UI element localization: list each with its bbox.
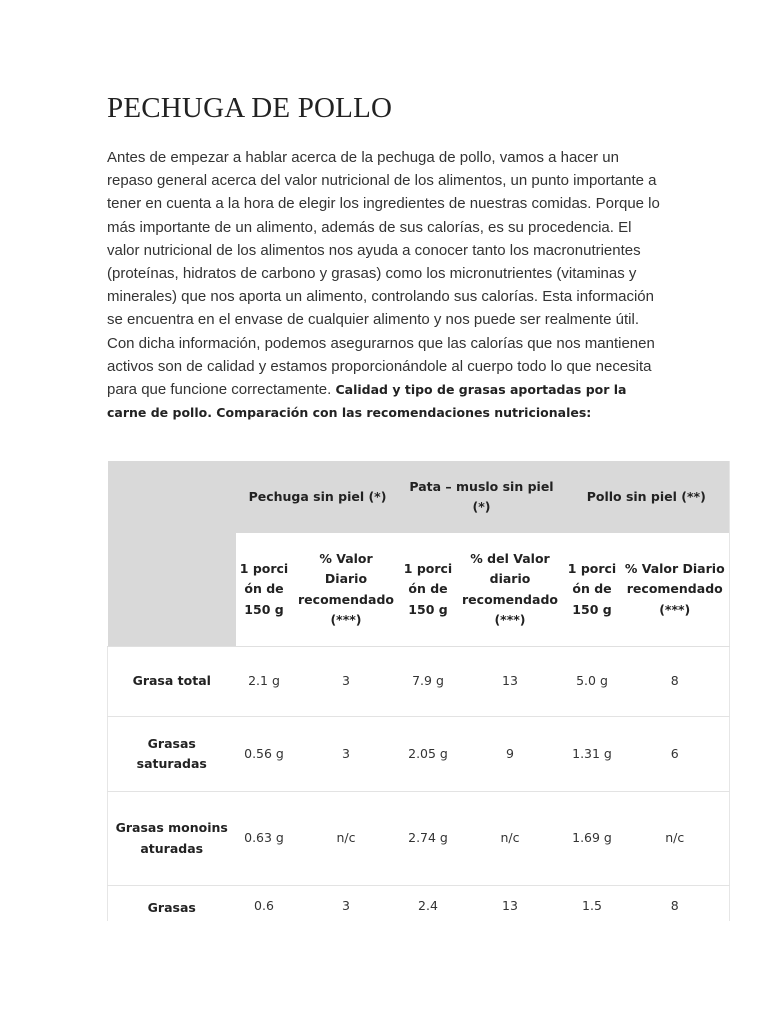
table-cell: 13 — [457, 647, 564, 717]
table-cell: 2.05 g — [400, 717, 457, 792]
table-cell: 0.63 g — [236, 792, 293, 886]
table-caption: Calidad y tipo de grasas aportadas por la carne de pollo. Comparación con las recomendaciones nutricionales: — [107, 382, 627, 421]
table-group-header-row — [108, 461, 730, 533]
table-cell: 8 — [621, 647, 730, 717]
table-cell: 9 — [457, 717, 564, 792]
table-cell: 13 — [502, 898, 518, 913]
table-cell: 6 — [621, 717, 730, 792]
subheader-daily-value: % del Valor diario recomendado (***) — [457, 533, 564, 647]
nutrition-table — [107, 461, 730, 921]
table-cell: n/c — [293, 792, 400, 886]
table-cell: 5.0 g — [564, 647, 621, 717]
table-cell: n/c — [457, 792, 564, 886]
table-subheader-row — [108, 533, 730, 647]
table-row — [108, 886, 730, 922]
table-cell: 1.31 g — [564, 717, 621, 792]
table-row — [108, 792, 730, 886]
table-cell: 2.1 g — [236, 647, 293, 717]
row-label: Grasas monoinsaturadas — [108, 792, 236, 886]
table-cell: 8 — [621, 886, 730, 922]
row-label: Grasa total — [108, 647, 236, 717]
table-cell: 0.56 g — [236, 717, 293, 792]
table-row — [108, 717, 730, 792]
table-cell: 2.74 g — [400, 792, 457, 886]
subheader-daily-value: % Valor Diario recomendado (***) — [293, 533, 400, 647]
row-label: Grasas — [108, 886, 236, 922]
table-cell: 1.5 — [582, 898, 602, 913]
group-header-pechuga: Pechuga sin piel (*) — [236, 461, 400, 533]
intro-text: Antes de empezar a hablar acerca de la pechuga de pollo, vamos a hacer un repaso general acerca del valor nutricional de los alimentos, un punto importante a tener en cuenta a la hora de elegir los ingredientes de nuestras comidas. Porque lo más importante de un alimento, además de sus calorías, es su procedencia. El valor nutricional de los alimentos nos ayuda a conocer tanto los macronutrientes (proteínas, hidratos de carbono y grasas) como los micronutrientes (vitaminas y minerales) que nos aporta un alimento, controlando sus calorías. Esta información se encuentra en el envase de cualquier alimento y nos puede ser realmente útil. Con dicha información, podemos asegurarnos que las calorías que nos mantienen activos son de calidad y estamos proporcionándole al cuerpo todo lo que necesita para que funcione correctamente. — [107, 149, 660, 399]
table-row — [108, 647, 730, 717]
table-cell: n/c — [621, 792, 730, 886]
group-header-pollo: Pollo sin piel (**) — [564, 461, 730, 533]
row-label: Grasas saturadas — [108, 717, 236, 792]
table-cell: 2.4 — [418, 898, 438, 913]
subheader-portion: 1 porción de 150 g — [400, 533, 457, 647]
group-header-pata-muslo: Pata – muslo sin piel (*) — [400, 461, 564, 533]
table-cell: 3 — [293, 647, 400, 717]
subheader-portion: 1 porción de 150 g — [564, 533, 621, 647]
table-cell: 3 — [342, 898, 350, 913]
table-cell: 0.6 — [254, 898, 274, 913]
page-title: PECHUGA DE POLLO — [107, 92, 393, 124]
subheader-portion: 1 porción de 150 g — [236, 533, 293, 647]
table-cell: 7.9 g — [400, 647, 457, 717]
table-corner-cell-lower — [108, 533, 236, 647]
table-corner-cell — [108, 461, 236, 533]
table-cell: 3 — [293, 717, 400, 792]
intro-paragraph — [107, 146, 667, 424]
table-cell: 1.69 g — [564, 792, 621, 886]
subheader-daily-value: % Valor Diario recomendado (***) — [621, 533, 730, 647]
